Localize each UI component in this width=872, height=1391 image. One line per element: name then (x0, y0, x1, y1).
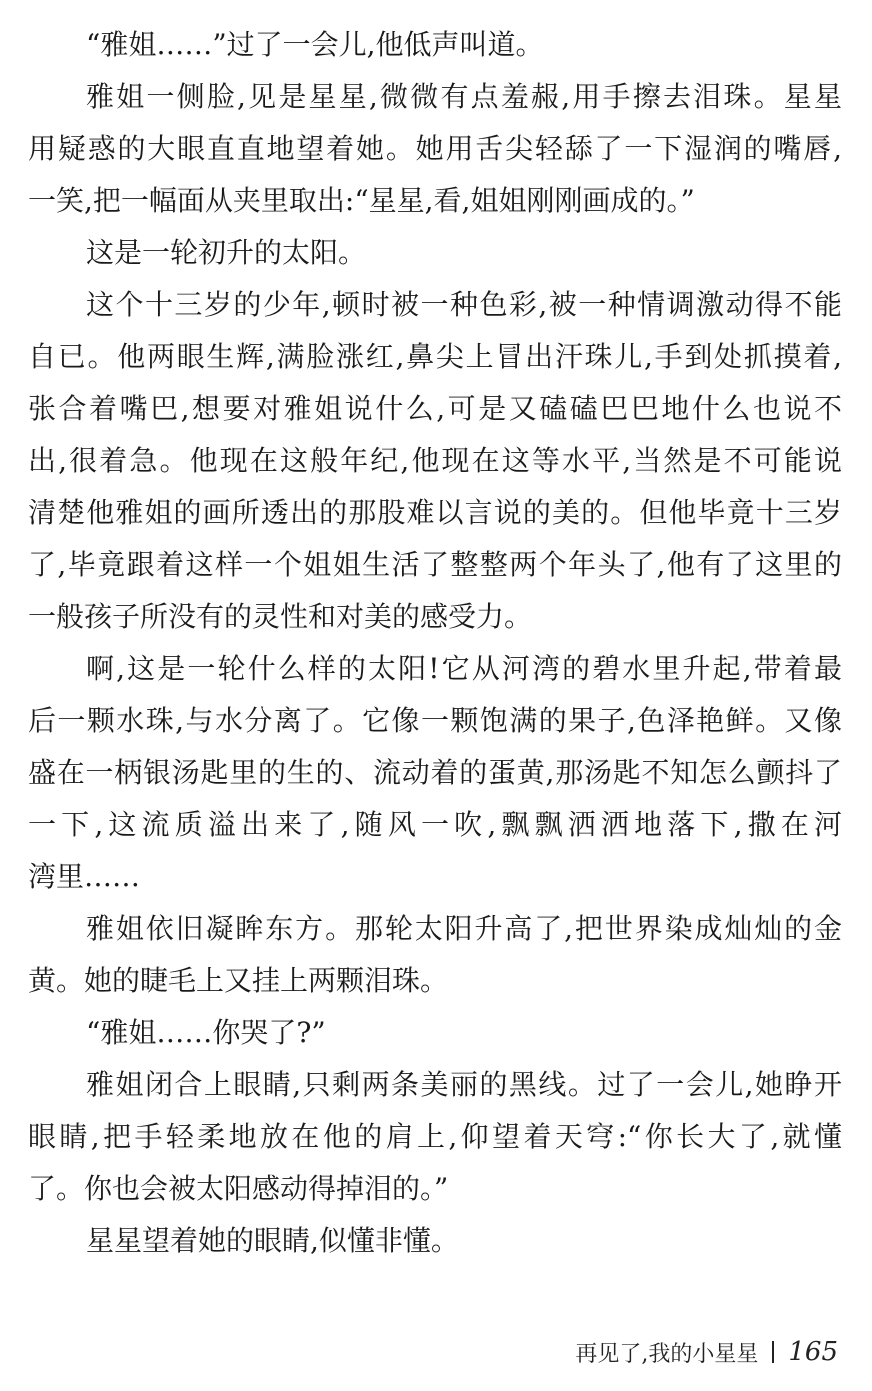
text-line: 这是一轮初升的太阳。 (86, 236, 367, 269)
page-number: 165 (788, 1337, 838, 1367)
paragraph (28, 1059, 842, 1215)
body-text (28, 19, 842, 1267)
text-line: 雅姐闭合上眼睛,只剩两条美丽的黑线。过了一会儿,她睁开 (86, 1068, 842, 1101)
text-line: 自已。他两眼生辉,满脸涨红,鼻尖上冒出汗珠儿,手到处抓摸着, (28, 340, 842, 373)
text-line: 黄。她的睫毛上又挂上两颗泪珠。 (28, 964, 449, 997)
paragraph (28, 643, 842, 903)
text-line: “雅姐……”过了一会儿,他低声叫道。 (86, 28, 544, 61)
text-line: 盛在一柄银汤匙里的生的、流动着的蛋黄,那汤匙不知怎么颤抖了 (28, 756, 842, 789)
paragraph (28, 71, 842, 227)
text-line: 星星望着她的眼睛,似懂非懂。 (86, 1224, 459, 1257)
text-line: 一笑,把一幅面从夹里取出:“星星,看,姐姐刚刚画成的。” (28, 184, 695, 217)
running-title: 再见了,我的小星星 (575, 1341, 759, 1367)
text-line: 雅姐一侧脸,见是星星,微微有点羞赧,用手擦去泪珠。星星 (86, 80, 842, 113)
text-line: 这个十三岁的少年,顿时被一种色彩,被一种情调激动得不能 (86, 288, 842, 321)
paragraph (28, 1007, 842, 1059)
paragraph (28, 903, 842, 1007)
text-line: 眼睛,把手轻柔地放在他的肩上,仰望着天穹:“你长大了,就懂 (28, 1120, 842, 1153)
text-line: 湾里…… (28, 860, 141, 893)
text-line: 一下,这流质溢出来了,随风一吹,飘飘洒洒地落下,撒在河 (28, 808, 842, 841)
text-line: 雅姐依旧凝眸东方。那轮太阳升高了,把世界染成灿灿的金 (86, 912, 842, 945)
paragraph (28, 19, 842, 71)
text-line: 出,很着急。他现在这般年纪,他现在这等水平,当然是不可能说 (28, 444, 842, 477)
paragraph (28, 279, 842, 643)
text-line: 后一颗水珠,与水分离了。它像一颗饱满的果子,色泽艳鲜。又像 (28, 704, 842, 737)
text-line: 清楚他雅姐的画所透出的那股难以言说的美的。但他毕竟十三岁 (28, 496, 842, 529)
text-line: “雅姐……你哭了?” (86, 1016, 326, 1049)
text-line: 用疑惑的大眼直直地望着她。她用舌尖轻舔了一下湿润的嘴唇, (28, 132, 842, 165)
text-line: 了。你也会被太阳感动得掉泪的。” (28, 1172, 449, 1205)
text-line: 张合着嘴巴,想要对雅姐说什么,可是又磕磕巴巴地什么也说不 (28, 392, 842, 425)
text-line: 一般孩子所没有的灵性和对美的感受力。 (28, 600, 533, 633)
page-footer (575, 1332, 838, 1372)
text-line: 了,毕竟跟着这样一个姐姐生活了整整两个年头了,他有了这里的 (28, 548, 842, 581)
paragraph (28, 1215, 842, 1267)
footer-divider (772, 1341, 774, 1363)
text-line: 啊,这是一轮什么样的太阳!它从河湾的碧水里升起,带着最 (86, 652, 842, 685)
paragraph (28, 227, 842, 279)
